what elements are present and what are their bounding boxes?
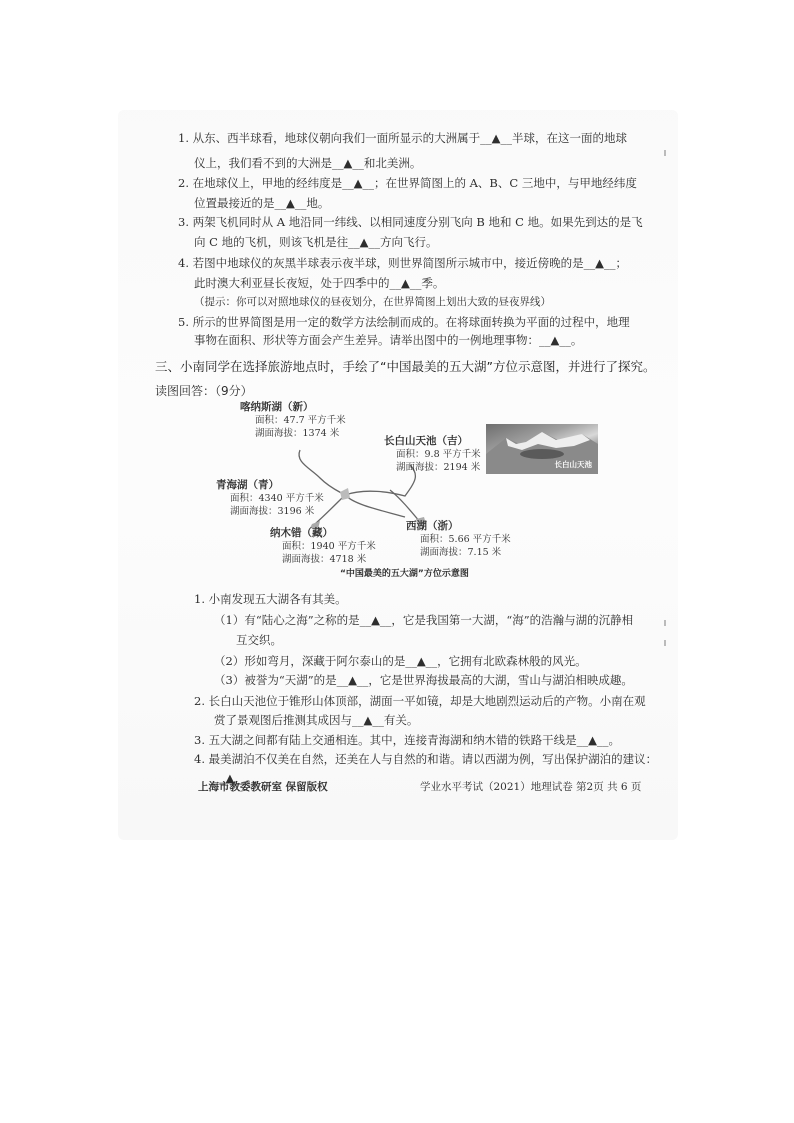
- lake-area: 面积：4340 平方千米: [230, 493, 324, 504]
- part2-line: 向 C 地的飞机，则该飞机是往__▲__方向飞行。: [194, 235, 438, 249]
- question-line: 4. 最美湖泊不仅美在自然，还美在人与自然的和谐。请以西湖为例，写出保护湖泊的建议：: [194, 752, 658, 766]
- lake-name: 喀纳斯湖（新）: [240, 401, 314, 413]
- footer-copyright: 上海市教委教研室 保留版权: [198, 781, 328, 793]
- question-line: （2）形如弯月，深藏于阿尔泰山的是__▲__，它拥有北欧森林般的风光。: [214, 654, 587, 668]
- lake-altitude: 湖面海拔：7.15 米: [420, 547, 502, 558]
- part2-line: 3. 两架飞机同时从 A 地沿同一纬线、以相同速度分别飞向 B 地和 C 地。如果先到达的是飞: [178, 215, 643, 229]
- lake-altitude: 湖面海拔：1374 米: [255, 428, 340, 439]
- map-caption: “中国最美的五大湖”方位示意图: [340, 569, 469, 579]
- part2-line: 此时澳大利亚昼长夜短，处于四季中的__▲__季。: [194, 276, 445, 290]
- photo-label: 长白山天池: [554, 460, 592, 469]
- scan-mark: [664, 150, 666, 156]
- question-line: 互交织。: [236, 633, 282, 647]
- question-line: （3）被誉为“天湖”的是__▲__，它是世界海拔最高的大湖，雪山与湖泊相映成趣。: [214, 673, 633, 687]
- lake-altitude: 湖面海拔：3196 米: [230, 506, 315, 517]
- lake-area: 面积：5.66 平方千米: [420, 534, 511, 545]
- section-3-subtitle: 读图回答：（9分）: [155, 384, 253, 398]
- question-line: 2. 长白山天池位于锥形山体顶部，湖面一平如镜，却是大地剧烈运动后的产物。小南在观: [194, 694, 646, 708]
- part2-line: 1. 从东、西半球看，地球仪朝向我们一面所显示的大洲属于__▲__半球，在这一面的地球: [178, 131, 627, 145]
- part2-line: 5. 所示的世界简图是用一定的数学方法绘制而成的。在将球面转换为平面的过程中，地理: [178, 315, 630, 329]
- part2-line: 2. 在地球仪上，甲地的经纬度是__▲__；在世界简图上的 A、B、C 三地中，与甲地经纬度: [178, 176, 637, 190]
- part2-line: 位置最接近的是__▲__地。: [194, 196, 330, 210]
- footer-page-info: 学业水平考试（2021）地理试卷 第2页 共 6 页: [420, 781, 642, 793]
- scan-mark: [664, 620, 666, 626]
- question-line: 赏了景观图后推测其成因与__▲__有关。: [214, 713, 419, 727]
- tianchi-photo: [486, 424, 598, 474]
- question-line: （1）有“陆心之海”之称的是__▲__，它是我国第一大湖，“海”的浩瀚与湖的沉静相: [214, 613, 634, 627]
- lake-area: 面积：47.7 平方千米: [255, 415, 346, 426]
- part2-line: 4. 若图中地球仪的灰黑半球表示夜半球，则世界简图所示城市中，接近傍晚的是__▲__；: [178, 256, 627, 270]
- lake-name: 纳木错（藏）: [270, 527, 333, 539]
- scan-mark: [664, 640, 666, 646]
- lake-name: 青海湖（青）: [216, 479, 279, 491]
- part2-hint: （提示：你可以对照地球仪的昼夜划分，在世界简图上划出大致的昼夜界线）: [194, 296, 551, 308]
- question-line: __▲__。: [214, 771, 258, 785]
- lake-altitude: 湖面海拔：4718 米: [282, 554, 367, 565]
- lake-name: 西湖（浙）: [406, 520, 459, 532]
- part2-line: 仪上，我们看不到的大洲是__▲__和北美洲。: [194, 156, 422, 170]
- part2-line: 事物在面积、形状等方面会产生差异。请举出图中的一例地理事物：__▲__。: [194, 333, 583, 347]
- lake-altitude: 湖面海拔：2194 米: [396, 462, 481, 473]
- lake-area: 面积：1940 平方千米: [282, 541, 376, 552]
- lake-area: 面积：9.8 平方千米: [396, 449, 481, 460]
- question-line: 3. 五大湖之间都有陆上交通相连。其中，连接青海湖和纳木错的铁路干线是__▲__。: [194, 733, 620, 747]
- lake-name: 长白山天池（吉）: [384, 435, 468, 447]
- question-line: 1. 小南发现五大湖各有其美。: [194, 592, 347, 606]
- section-3-title: 三、小南同学在选择旅游地点时，手绘了“中国最美的五大湖”方位示意图，并进行了探究。: [155, 359, 656, 374]
